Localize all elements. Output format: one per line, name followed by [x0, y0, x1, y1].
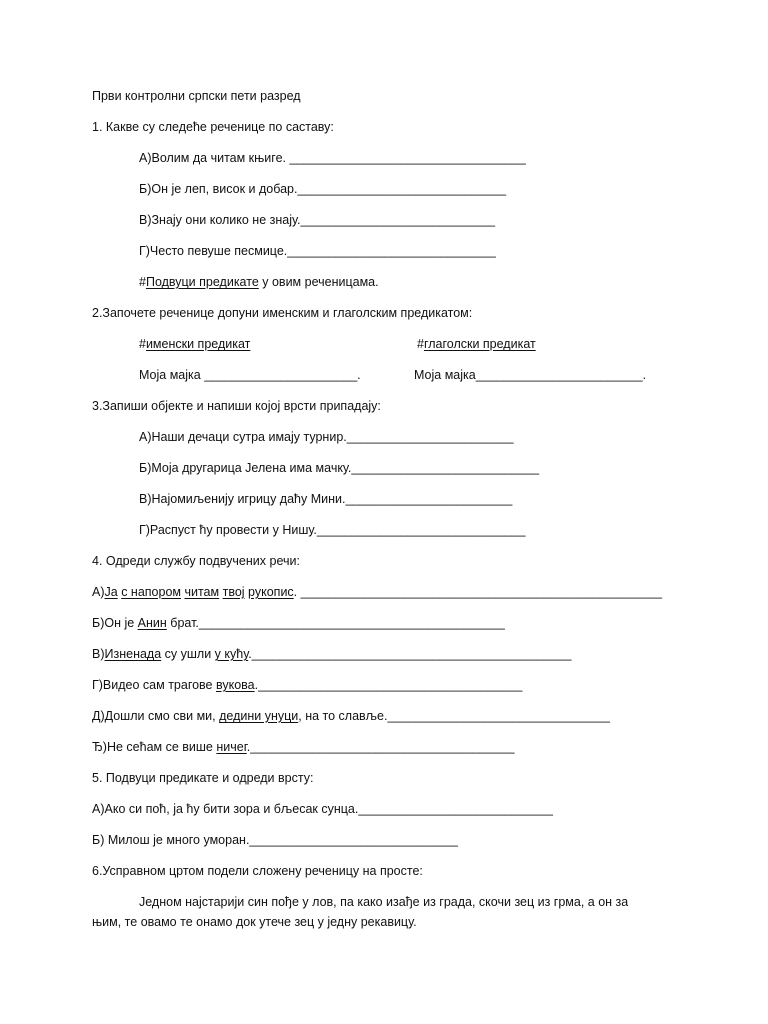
question-3-item-v: В)Најомиљенију игрицу даћу Мини.________________________: [139, 492, 513, 506]
question-6-sentence-line-2: њим, те овамо те онамо док утече зец у једну рекавицу.: [92, 915, 417, 929]
answer-blank: .______________________________________________: [248, 647, 572, 661]
question-3-item-a: А)Наши дечаци сутра имају турнир.________________________: [139, 430, 514, 444]
question-2-column-2-blank: Моја мајка________________________.: [414, 368, 647, 382]
hash-mark: #: [139, 337, 146, 351]
item-prefix: В): [92, 647, 105, 661]
question-4-item-v: [92, 646, 571, 662]
underlined-word: Ја: [104, 585, 118, 599]
question-3-heading: 3.Запиши објекте и напиши којој врсти припадају:: [92, 399, 381, 413]
underlined-word: вукова: [215, 678, 255, 692]
item-text: Б)Он је: [92, 616, 138, 630]
hash-mark: #: [139, 275, 146, 289]
question-1-item-b: Б)Он је леп, висок и добар.______________________________: [139, 182, 507, 196]
item-text: Д)Дошли смо сви ми,: [92, 709, 220, 723]
question-1-item-a: А)Волим да читам књиге. __________________________________: [139, 151, 526, 165]
answer-blank: брат.____________________________________________: [166, 616, 505, 630]
question-2-heading: 2.Започете реченице допуни именским и глаголским предикатом:: [92, 306, 473, 320]
underlined-text: именски предикат: [145, 337, 251, 351]
question-4-item-a: [92, 584, 662, 600]
underlined-text: глаголски предикат: [423, 337, 536, 351]
item-text: су ушли: [161, 647, 215, 661]
question-4-item-b: [92, 615, 505, 631]
question-4-heading: 4. Одреди службу подвучених речи:: [92, 554, 300, 568]
underlined-word: у кућу: [214, 647, 249, 661]
question-2-column-1-label: [139, 336, 250, 352]
item-prefix: А): [92, 585, 105, 599]
item-text: Ђ)Не сећам се више: [92, 740, 217, 754]
question-1-item-g: Г)Често певуше песмице.______________________________: [139, 244, 496, 258]
answer-blank: . ____________________________________________________: [293, 585, 663, 599]
underlined-word: читам: [184, 585, 220, 599]
underlined-word: ничег: [216, 740, 247, 754]
hash-mark: #: [417, 337, 424, 351]
answer-blank: .______________________________________: [254, 678, 523, 692]
question-1-note: [139, 274, 379, 290]
question-1-heading: 1. Какве су следеће реченице по саставу:: [92, 120, 334, 134]
question-4-item-d: [92, 708, 610, 724]
underlined-word: с напором: [121, 585, 181, 599]
item-text: Г)Видео сам трагове: [92, 678, 216, 692]
underlined-word: Изненада: [104, 647, 162, 661]
answer-blank: .______________________________________: [246, 740, 515, 754]
question-3-item-g: Г)Распуст ћу провести у Нишу.______________________________: [139, 523, 526, 537]
question-5-heading: 5. Подвуци предикате и одреди врсту:: [92, 771, 314, 785]
question-6-heading: 6.Усправном цртом подели сложену реченицу на просте:: [92, 864, 423, 878]
underlined-word: дедини унуци: [219, 709, 299, 723]
question-1-item-v: В)Знају они колико не знају.____________________________: [139, 213, 496, 227]
question-4-item-g: [92, 677, 522, 693]
note-suffix: у овим реченицама.: [258, 275, 379, 289]
question-4-item-dj: [92, 739, 514, 755]
answer-blank: , на то славље.________________________________: [298, 709, 610, 723]
underlined-text: Подвуци предикате: [145, 275, 259, 289]
question-5-item-b: Б) Милош је много уморан.______________________________: [92, 833, 458, 847]
question-6-sentence-line-1: Једном најстарији син пође у лов, па како изађе из града, скочи зец из грма, а он за: [139, 895, 629, 909]
question-2-column-2-label: [417, 336, 536, 352]
underlined-word: Анин: [137, 616, 167, 630]
underlined-word: рукопис: [248, 585, 294, 599]
question-2-column-1-blank: Моја мајка ______________________.: [139, 368, 361, 382]
question-5-item-a: А)Ако си поћ, ја ћу бити зора и бљесак сунца.____________________________: [92, 802, 553, 816]
underlined-word: твој: [222, 585, 245, 599]
question-3-item-b: Б)Моја другарица Јелена има мачку.___________________________: [139, 461, 540, 475]
worksheet-title: Први контролни српски пети разред: [92, 89, 301, 103]
